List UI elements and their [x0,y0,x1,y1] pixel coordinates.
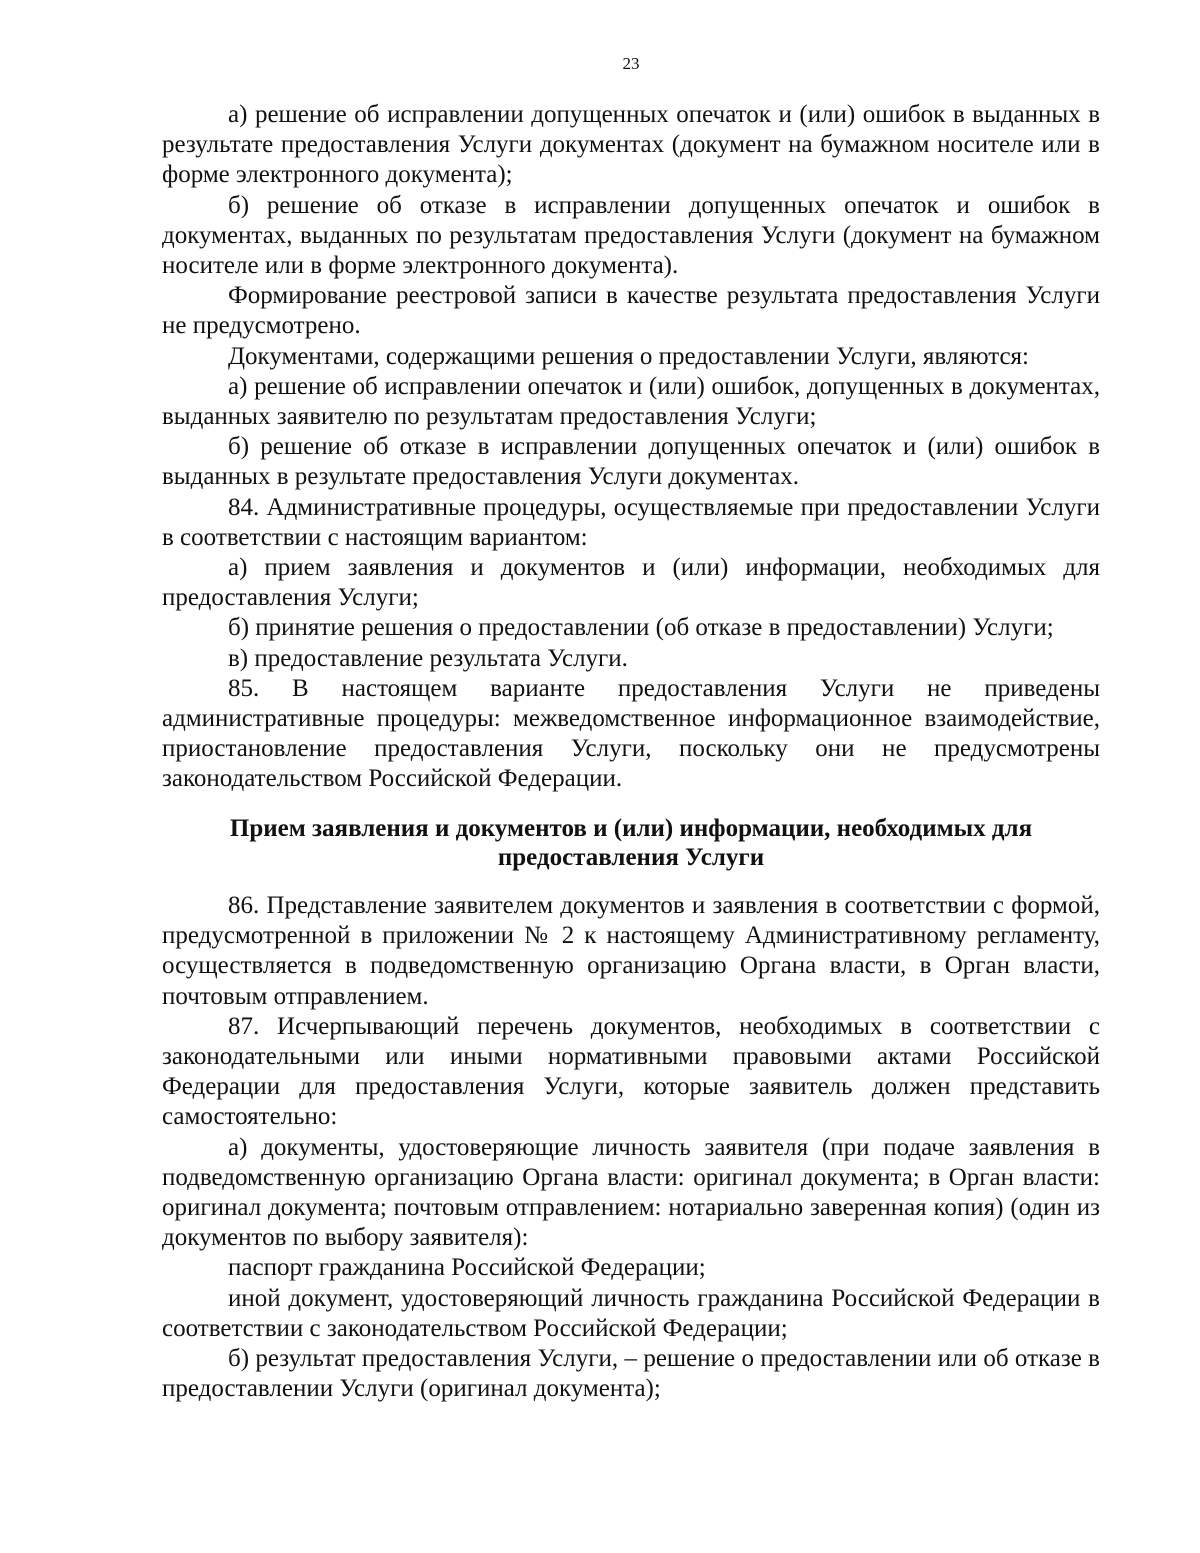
section-heading [162,814,1100,872]
paragraph: б) решение об отказе в исправлении допущенных опечаток и (или) ошибок в выданных в результате предоставления Услуги документах. [162,433,1100,491]
paragraph: б) результат предоставления Услуги, – решение о предоставлении или об отказе в предоставлении Услуги (оригинал документа); [162,1345,1100,1403]
page-number: 23 [622,54,640,73]
section-heading-line: Прием заявления и документов и (или) информации, необходимых для [229,815,1033,842]
paragraph: б) решение об отказе в исправлении допущенных опечаток и ошибок в документах, выданных по результатам предоставления Услуги (документ на бумажном носителе или в форме электронного документа). [162,191,1100,280]
paragraph: 85. В настоящем варианте предоставления Услуги не приведены административные процедуры: межведомственное информационное взаимодействие, приостановление предоставления Услуги, поскольку они не предусмотрены законодательством Российской Федерации. [162,674,1100,793]
text-block-before-heading [162,100,1100,795]
paragraph: б) принятие решения о предоставлении (об отказе в предоставлении) Услуги; [228,614,1054,642]
paragraph: Формирование реестровой записи в качестве результата предоставления Услуги не предусмотрено. [162,282,1100,340]
paragraph: 84. Административные процедуры, осуществляемые при предоставлении Услуги в соответствии с настоящим вариантом: [162,493,1100,551]
paragraph: 86. Представление заявителем документов и заявления в соответствии с формой, предусмотренной в приложении № 2 к настоящему Административному регламенту, осуществляется в подведомственную организацию Органа власти, в Орган власти, почтовым отправлением. [162,892,1100,1010]
paragraph: иной документ, удостоверяющий личность гражданина Российской Федерации в соответствии с законодательством Российской Федерации; [162,1284,1100,1342]
paragraph: а) решение об исправлении опечаток и (или) ошибок, допущенных в документах, выданных заявителю по результатам предоставления Услуги; [162,372,1100,431]
section-heading-line: предоставления Услуги [497,844,765,871]
paragraph: а) решение об исправлении допущенных опечаток и (или) ошибок в выданных в результате предоставления Услуги документах (документ на бумажном носителе или в форме электронного документа); [162,101,1100,189]
paragraph: в) предоставление результата Услуги. [228,644,628,672]
paragraph: а) прием заявления и документов и (или) информации, необходимых для предоставления Услуги; [162,554,1100,612]
text-block-after-heading [162,891,1100,1404]
paragraph: 87. Исчерпывающий перечень документов, необходимых в соответствии с законодательными или иными нормативными правовыми актами Российской Федерации для предоставления Услуги, которые заявитель должен представить самостоятельно: [162,1012,1100,1131]
paragraph: а) документы, удостоверяющие личность заявителя (при подаче заявления в подведомственную организацию Органа власти: оригинал документа; в Орган власти: оригинал документа; почтовым отправлением: нотариально заверенная копия) (один из документов по выбору заявителя): [162,1133,1100,1252]
paragraph: Документами, содержащими решения о предоставлении Услуги, являются: [228,342,1029,370]
paragraph: паспорт гражданина Российской Федерации; [228,1254,706,1282]
